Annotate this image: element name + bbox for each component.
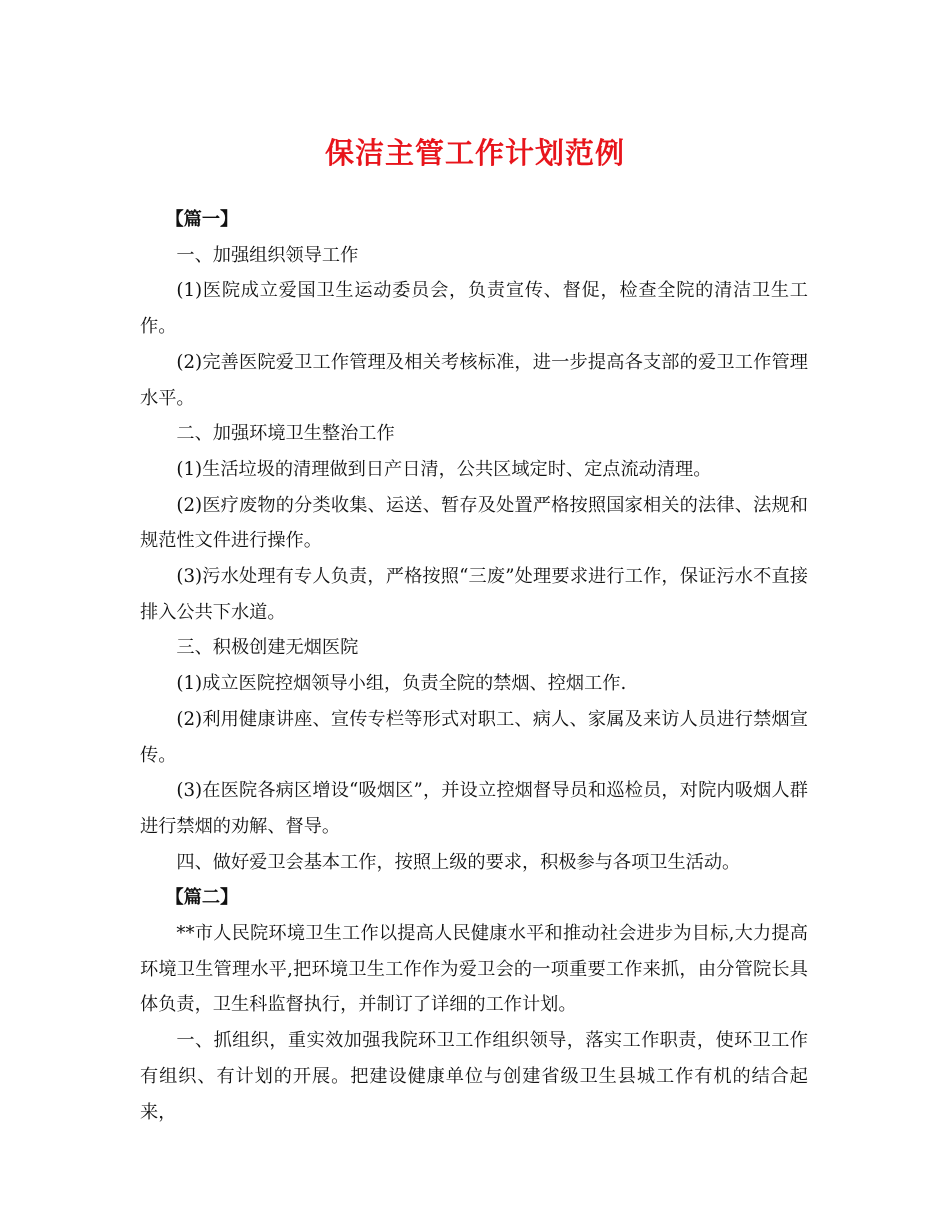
paragraph: 四、做好爱卫会基本工作，按照上级的要求，积极参与各项卫生活动。 — [176, 851, 741, 873]
document-body — [140, 202, 808, 1130]
section-heading: 【篇一】 — [165, 209, 239, 230]
paragraph: (2)完善医院爱卫工作管理及相关考核标准，进一步提高各支部的爱卫工作管理水平。 — [140, 351, 808, 409]
paragraph: (3)污水处理有专人负责，严格按照“三废”处理要求进行工作，保证污水不直接排入公共下水道。 — [140, 566, 808, 623]
paragraph: 一、抓组织，重实效加强我院环卫工作组织领导，落实工作职责，使环卫工作有组织、有计划的开展。把建设健康单位与创建省级卫生县城工作有机的结合起来， — [140, 1030, 808, 1123]
paragraph: (2)医疗废物的分类收集、运送、暂存及处置严格按照国家相关的法律、法规和规范性文件进行操作。 — [140, 494, 808, 552]
document-title: 保洁主管工作计划范例 — [324, 136, 625, 170]
paragraph: (1)生活垃圾的清理做到日产日清，公共区域定时、定点流动清理。 — [176, 458, 712, 480]
section-heading: 【篇二】 — [165, 887, 239, 909]
paragraph: 一、加强组织领导工作 — [176, 244, 359, 266]
paragraph: (1)医院成立爱国卫生运动委员会，负责宣传、督促，检查全院的清洁卫生工作。 — [140, 280, 808, 338]
paragraph: 三、积极创建无烟医院 — [176, 637, 359, 659]
paragraph: 二、加强环境卫生整治工作 — [176, 423, 395, 445]
paragraph: **市人民院环境卫生工作以提高人民健康水平和推动社会进步为目标,大力提高环境卫生管理水平,把环境卫生工作作为爱卫会的一项重要工作来抓，由分管院长具体负责，卫生科监督执行，并制订了详细的工作计划。 — [140, 923, 808, 1016]
paragraph: (2)利用健康讲座、宣传专栏等形式对职工、病人、家属及来访人员进行禁烟宣传。 — [140, 708, 808, 766]
paragraph: (3)在医院各病区增设“吸烟区”，并设立控烟督导员和巡检员，对院内吸烟人群进行禁烟的劝解、督导。 — [140, 780, 808, 837]
paragraph: (1)成立医院控烟领导小组，负责全院的禁烟、控烟工作. — [176, 673, 627, 695]
